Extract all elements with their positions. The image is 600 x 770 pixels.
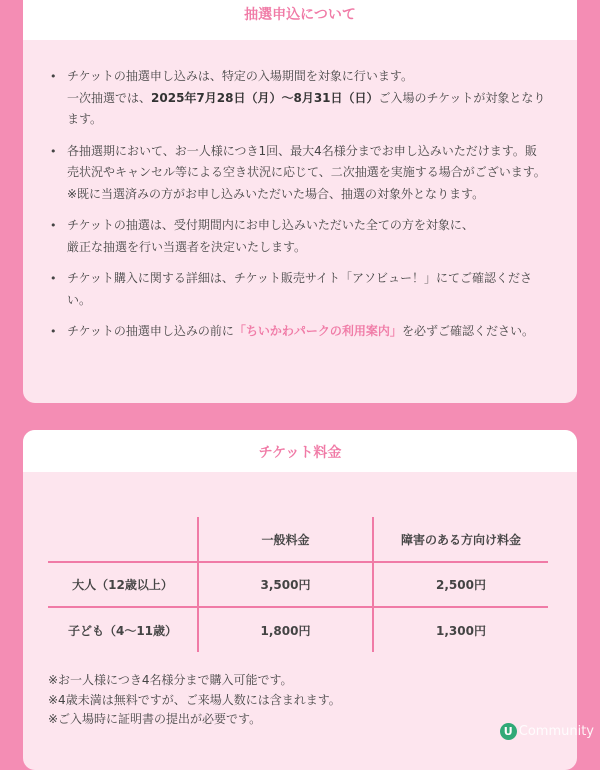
- pricing-title: チケット料金: [23, 430, 577, 472]
- list-item: • 各抽選期において、お一人様につき1回、最大4名様分までお申し込みいただけます。販売状況やキャンセル等による空き状況に応じて、二次抽選を実施する場合がございます。 ※既に当選済みの方がお申し込みいただいた場合、抽選の対象外となります。: [50, 141, 547, 206]
- lottery-list: [23, 40, 577, 343]
- pricing-card: [23, 430, 577, 770]
- watermark-logo: U Community: [500, 723, 594, 740]
- pricing-notes: ※お一人様につき4名様分まで購入可能です。 ※4歳未満は無料ですが、ご来場人数には含まれます。 ※ご入場時に証明書の提出が必要です。: [48, 673, 341, 726]
- lottery-info-card: [23, 0, 577, 403]
- price-table: [48, 517, 548, 652]
- usage-guide-link[interactable]: 「ちいかわパークの利用案内」: [233, 324, 402, 338]
- table-row: 子ども（4～11歳） 1,800円 1,300円: [48, 607, 548, 652]
- list-item: • チケットの抽選申し込みの前に「ちいかわパークの利用案内」を必ずご確認ください。: [50, 321, 547, 343]
- lottery-title: 抽選申込について: [23, 0, 577, 40]
- table-header-row: 一般料金 障害のある方向け料金: [48, 517, 548, 562]
- list-item: • チケットの抽選は、受付期間内にお申し込みいただいた全ての方を対象に、 厳正な抽選を行い当選者を決定いたします。: [50, 215, 547, 258]
- table-row: 大人（12歳以上） 3,500円 2,500円: [48, 562, 548, 607]
- list-item: • チケットの抽選申し込みは、特定の入場期間を対象に行います。 一次抽選では、2025年7月28日（月）～8月31日（日）ご入場のチケットが対象となります。: [50, 66, 547, 131]
- list-item: • チケット購入に関する詳細は、チケット販売サイト「アソビュー！」にてご確認ください。: [50, 268, 547, 311]
